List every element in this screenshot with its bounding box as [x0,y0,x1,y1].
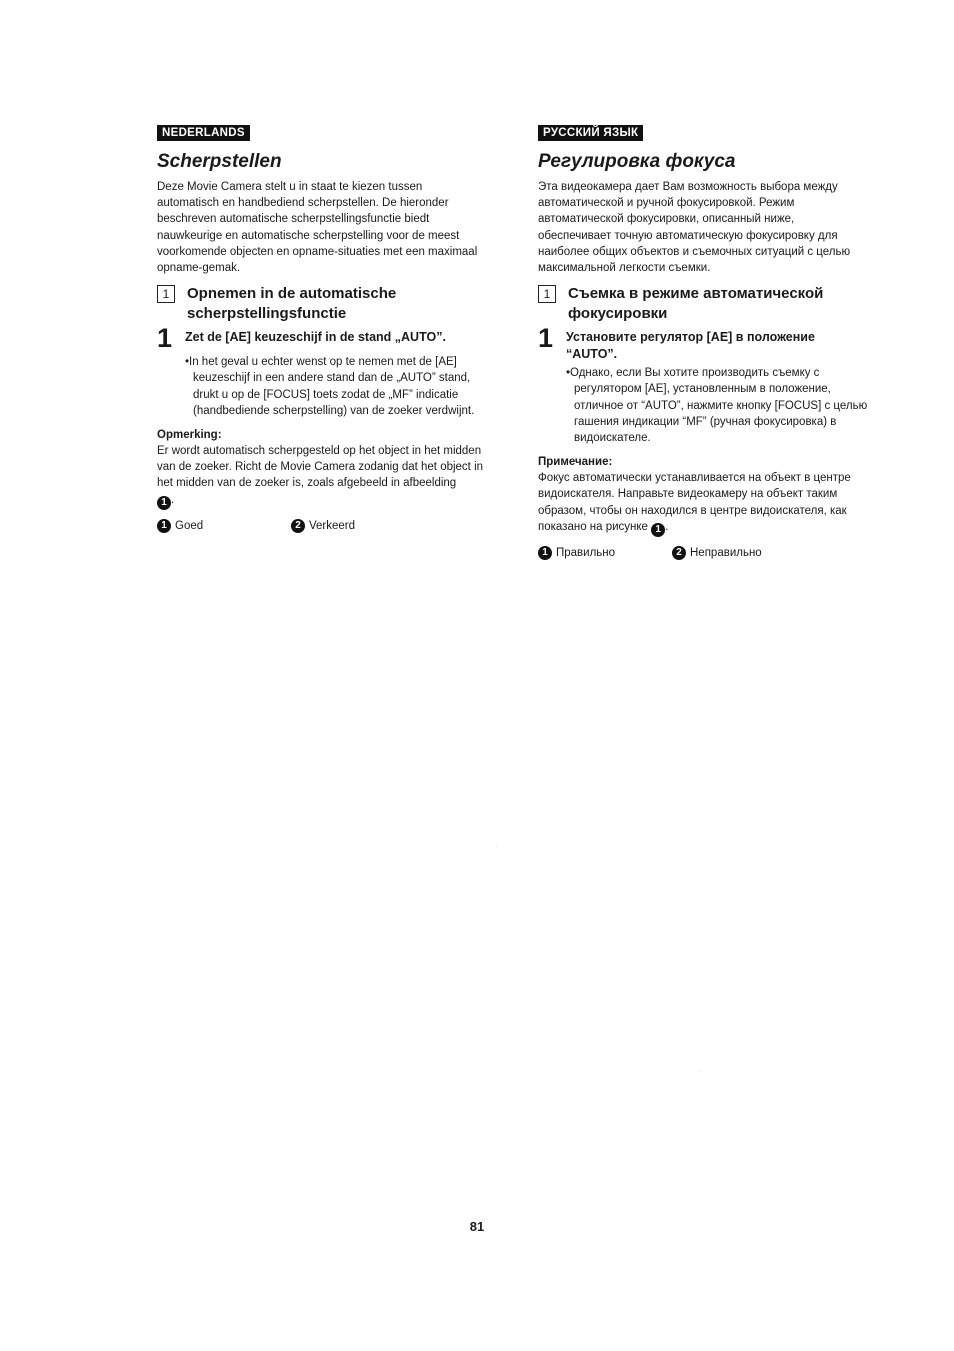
note-label: Opmerking: [157,429,222,442]
step-title: Установите регулятор [AE] в положение “AUTO”. [566,330,815,362]
number-one-icon: 1 [157,519,171,533]
russian-column [538,123,868,561]
note-label: Примечание: [538,456,613,469]
subsection-number: 1 [538,285,556,303]
legend-label: Правильно [556,546,616,559]
legend-item-correct [538,545,672,561]
intro-paragraph: Эта видеокамера дает Вам возможность выбора между автоматической и ручной фокусировкой. Режим автоматической фокусировки, описанный ниже, обеспечивает точную автоматическую фокусировку для наиболее общих объектов и съемочных ситуаций с целью максимальной легкости съемки. [538,181,851,275]
section-heading: Scherpstellen [157,151,282,172]
number-two-icon: 2 [672,546,686,560]
note-text: Er wordt automatisch scherpgesteld op het object in het midden van de zoeker. Richt de Movie Camera zodanig dat het object in het midden van de zoeker is, zoals afgebeeld in afbeelding 1 . [157,445,484,508]
note-body: Er wordt automatisch scherpgesteld op het object in het midden van de zoeker. Richt de Movie Camera zodanig dat het object in het midden van de zoeker is, zoals afgebeeld in afbeelding [157,445,484,490]
legend-item-wrong [291,518,355,534]
section-heading: Регулировка фокуса [538,151,736,172]
subsection-title: Съемка в режиме автоматической фокусировки [568,285,824,322]
legend-item-incorrect [672,545,762,561]
step-number: 1 [538,323,554,354]
note-body: Фокус автоматически устанавливается на объект в центре видоискателя. Направьте видеокамеру на объект таким образом, чтобы он находился в центре видоискателя, как показано на рисунке [538,472,851,533]
figure-legend [538,545,868,561]
intro-paragraph: Deze Movie Camera stelt u in staat te kiezen tussen automatisch en handbediend scherpstellen. De hieronder beschreven automatische scherpstellingsfunctie biedt nauwkeurige en automatische scherpstelling voor de meest voorkomende objecten en opname-situaties met een maximaal opname-gemak. [157,181,478,275]
scan-speck [496,846,497,847]
page-number: 81 [469,1219,485,1234]
subsection-heading [157,284,487,323]
scan-speck [699,1071,700,1072]
legend-item-good [157,518,291,534]
language-badge: РУССКИЙ ЯЗЫК [538,125,643,141]
step-number: 1 [157,323,173,354]
legend-label: Goed [175,519,204,532]
number-one-icon: 1 [538,546,552,560]
subsection-number: 1 [157,285,175,303]
subsection-title: Opnemen in de automatische scherpstellingsfunctie [187,285,397,322]
legend-label: Неправильно [690,546,762,559]
step [157,323,487,354]
step [538,323,868,363]
figure-legend [157,518,487,534]
language-badge: NEDERLANDS [157,125,250,141]
figure-ref-icon: 1 [651,523,665,537]
step-title: Zet de [AE] keuzeschijf in de stand „AUTO”. [185,330,446,345]
legend-label: Verkeerd [309,519,356,532]
dutch-column [157,123,487,534]
note-text: Фокус автоматически устанавливается на объект в центре видоискателя. Направьте видеокамеру на объект таким образом, чтобы он находился в центре видоискателя, как показано на рисунке 1 . [538,472,851,535]
figure-ref-icon: 1 [157,496,171,510]
subsection-heading [538,284,868,323]
number-two-icon: 2 [291,519,305,533]
step-bullet: •In het geval u echter wenst op te nemen met de [AE] keuzeschijf in een andere stand dan de „AUTO” stand, drukt u op de [FOCUS] toets zodat de „MF” indicatie (handbediende scherpstelling) van de zoeker verdwijnt. [185,356,475,417]
step-bullet: •Однако, если Вы хотите производить съемку с регулятором [AE], установленным в положение, отличное от “AUTO”, нажмите кнопку [FOCUS] с целью гашения индикации “MF” (ручная фокусировка) в видоискателе. [566,367,868,445]
